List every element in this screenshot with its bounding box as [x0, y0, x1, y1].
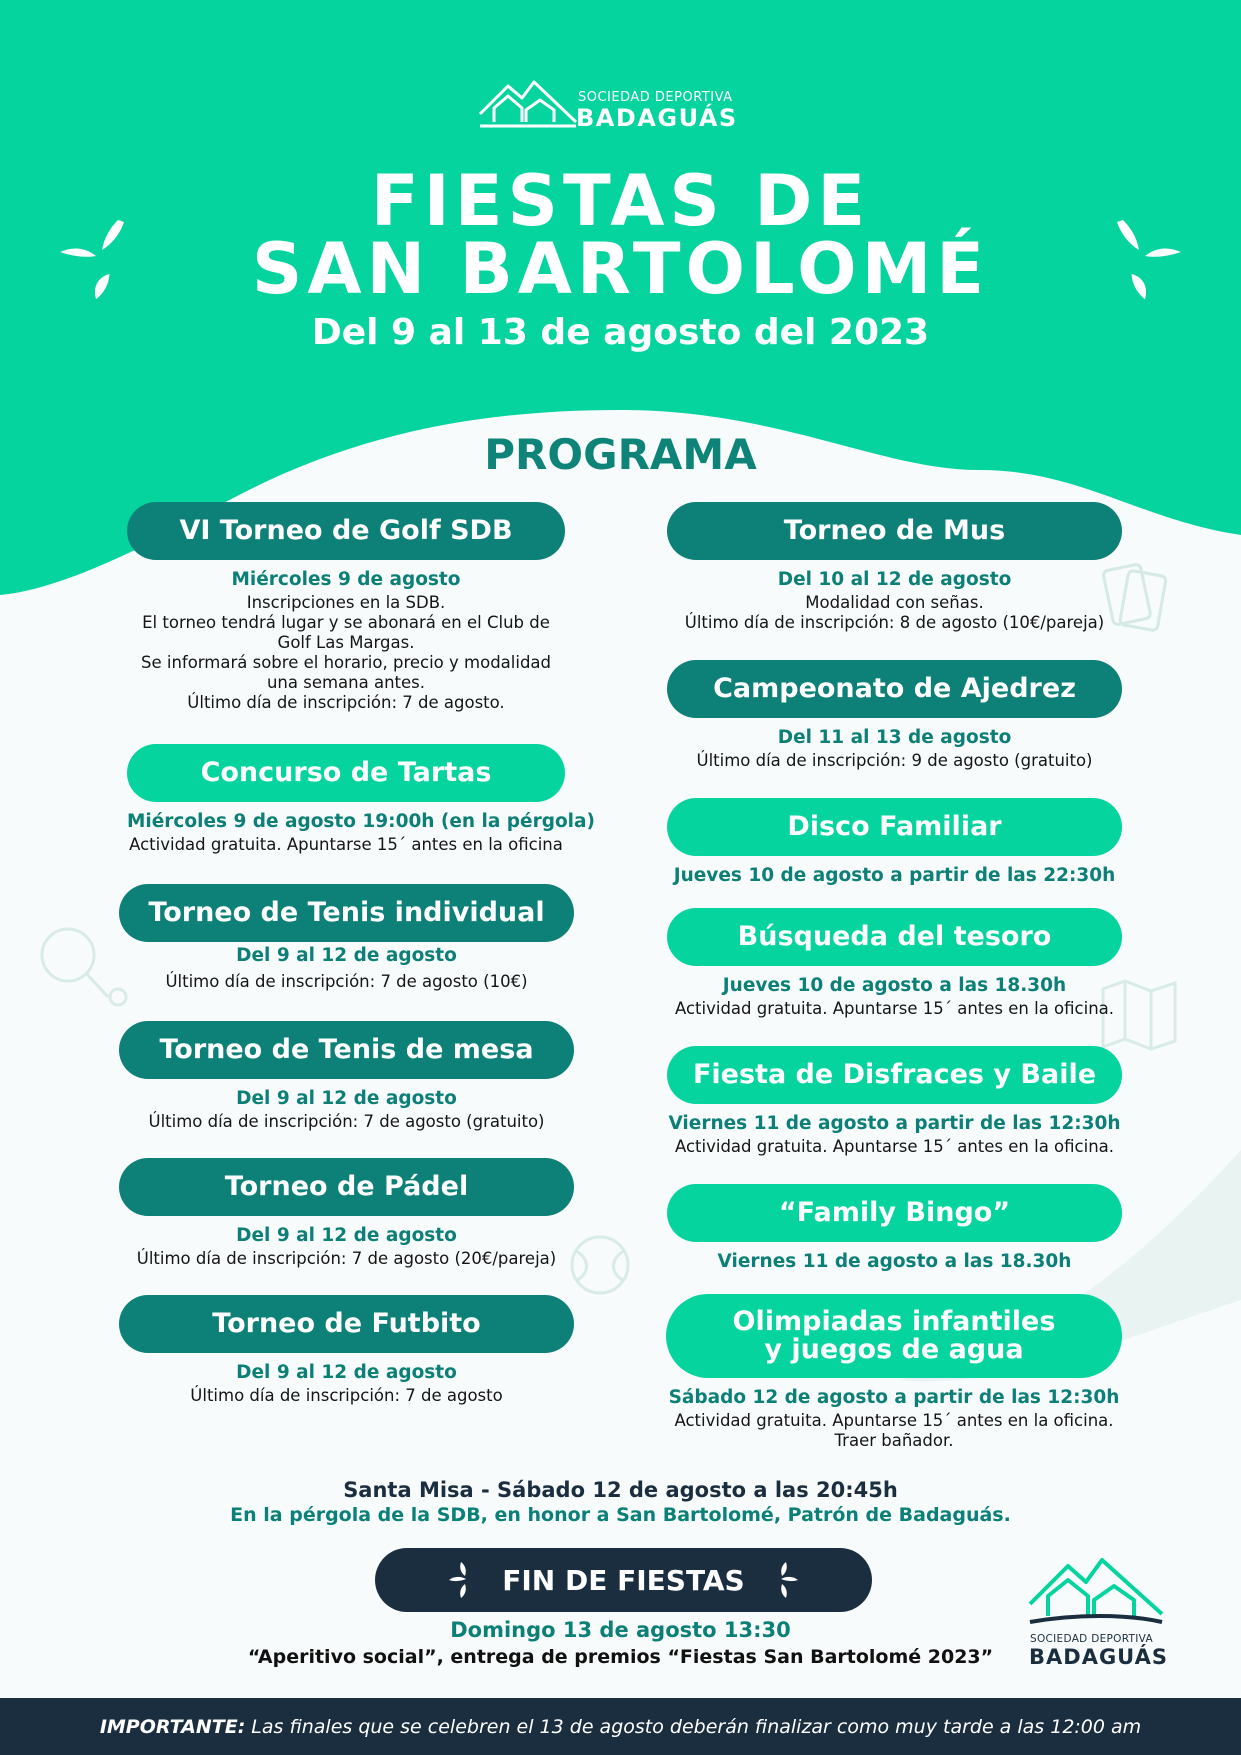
event-title: “Family Bingo”	[778, 1196, 1011, 1228]
event-tartas	[127, 744, 595, 855]
event-ajedrez	[667, 660, 1122, 771]
event-description	[667, 751, 1122, 771]
event-tesoro	[667, 908, 1122, 1019]
event-title-pill	[119, 1021, 574, 1079]
event-tenis-individual	[119, 884, 574, 992]
event-desc-line: Actividad gratuita. Apuntarse 15´ antes en la oficina.	[674, 999, 1115, 1018]
event-title: Concurso de Tartas	[200, 756, 492, 788]
event-date: Del 11 al 13 de agosto	[777, 727, 1012, 748]
event-date: Miércoles 9 de agosto 19:00h (en la pérgola)	[127, 811, 595, 832]
event-title-pill	[666, 1294, 1122, 1378]
logo-big-text: BADAGUÁS	[1029, 1645, 1168, 1669]
spark-right-icon	[760, 1560, 800, 1600]
event-description	[127, 835, 565, 855]
event-title: Búsqueda del tesoro	[737, 920, 1052, 952]
event-description	[667, 999, 1122, 1019]
event-desc-line: Modalidad con señas.	[805, 593, 984, 612]
event-description	[119, 1112, 574, 1132]
event-title: Torneo de Futbito	[212, 1307, 481, 1339]
event-title-pill	[119, 884, 574, 942]
logo-small-text: SOCIEDAD DEPORTIVA	[578, 90, 733, 105]
event-title: Olimpiadas infantiles y juegos de agua	[732, 1305, 1056, 1365]
event-desc-line: Actividad gratuita. Apuntarse 15´ antes en la oficina.	[674, 1411, 1114, 1430]
event-desc-line: Actividad gratuita. Apuntarse 15´ antes en la oficina	[129, 835, 563, 854]
event-date: Del 9 al 12 de agosto	[236, 1225, 457, 1246]
event-date: Del 9 al 12 de agosto	[236, 1362, 457, 1383]
event-title-pill	[667, 1184, 1122, 1242]
mountain-house-logo-icon	[478, 76, 578, 131]
event-desc-line: Traer bañador.	[834, 1431, 954, 1450]
event-title-pill	[667, 798, 1122, 856]
event-date: Sábado 12 de agosto a partir de las 12:30h	[668, 1387, 1120, 1408]
flourish-left-icon	[50, 210, 170, 310]
event-desc-line: Inscripciones en la SDB.	[246, 593, 446, 612]
event-desc-line: Último día de inscripción: 7 de agosto	[190, 1386, 503, 1405]
event-title-pill	[667, 660, 1122, 718]
mountain-house-logo-icon	[1026, 1552, 1166, 1632]
event-date: Viernes 11 de agosto a las 18.30h	[717, 1251, 1072, 1272]
event-title: Torneo de Tenis individual	[148, 896, 545, 928]
event-tenis-mesa	[119, 1021, 574, 1132]
event-golf	[127, 502, 565, 713]
flourish-right-icon	[1071, 210, 1191, 310]
event-desc-line: Actividad gratuita. Apuntarse 15´ antes en la oficina.	[674, 1137, 1115, 1156]
event-bingo	[667, 1184, 1122, 1272]
logo-small-text: SOCIEDAD DEPORTIVA	[1030, 1633, 1153, 1645]
event-desc-line: una semana antes.	[266, 673, 426, 692]
event-date: Viernes 11 de agosto a partir de las 12:30h	[668, 1113, 1121, 1134]
event-desc-line: El torneo tendrá lugar y se abonará en el Club de	[142, 613, 550, 632]
event-title: Disco Familiar	[787, 810, 1002, 842]
event-futbito	[119, 1295, 574, 1406]
event-desc-line: Último día de inscripción: 7 de agosto (10€)	[165, 972, 528, 991]
event-title-pill	[667, 502, 1122, 560]
event-date: Del 9 al 12 de agosto	[236, 1088, 457, 1109]
event-title: Torneo de Pádel	[224, 1170, 469, 1202]
programa-heading: PROGRAMA	[484, 430, 757, 479]
event-description	[127, 593, 565, 713]
event-title: VI Torneo de Golf SDB	[179, 514, 513, 546]
footer-text: Las finales que se celebren el 13 de agosto deberán finalizar como muy tarde a las 12:00 am	[251, 1715, 1142, 1738]
title-line-1: FIESTAS DE	[370, 160, 871, 242]
event-title: Torneo de Mus	[783, 514, 1006, 546]
event-desc-line: Último día de inscripción: 7 de agosto (gratuito)	[148, 1112, 545, 1131]
footer-strong: IMPORTANTE:	[99, 1715, 246, 1738]
fin-de-fiestas-label: FIN DE FIESTAS	[502, 1563, 745, 1597]
event-desc-line: Último día de inscripción: 8 de agosto (10€/pareja)	[684, 613, 1105, 632]
subtitle-dates: Del 9 al 13 de agosto del 2023	[311, 312, 930, 353]
footer-logo	[1026, 1552, 1186, 1672]
event-desc-line: Último día de inscripción: 7 de agosto (20€/pareja)	[136, 1249, 557, 1268]
event-disfraces	[667, 1046, 1122, 1157]
event-desc-line: Golf Las Margas.	[277, 633, 415, 652]
event-description	[667, 593, 1122, 633]
event-title-pill	[119, 1158, 574, 1216]
event-description	[119, 972, 574, 992]
logo-big-text: BADAGUÁS	[576, 104, 738, 132]
event-date: Del 9 al 12 de agosto	[236, 945, 457, 966]
misa-subtitle: En la pérgola de la SDB, en honor a San Bartolomé, Patrón de Badaguás.	[230, 1504, 1011, 1526]
event-title-pill	[127, 502, 565, 560]
event-title: Campeonato de Ajedrez	[713, 672, 1076, 704]
event-title-pill	[667, 1046, 1122, 1104]
event-disco	[667, 798, 1122, 886]
event-description	[119, 1386, 574, 1406]
event-desc-line: Último día de inscripción: 9 de agosto (gratuito)	[696, 751, 1093, 770]
title-line-2: SAN BARTOLOMÉ	[251, 228, 990, 310]
event-title-pill	[667, 908, 1122, 966]
event-mus	[667, 502, 1122, 633]
event-desc-line: Se informará sobre el horario, precio y modalidad	[140, 653, 552, 672]
header-logo	[478, 76, 768, 136]
footer-notice	[0, 1698, 1241, 1755]
event-title-pill	[127, 744, 565, 802]
misa-section	[0, 1478, 1241, 1526]
event-padel	[119, 1158, 574, 1269]
event-description	[667, 1137, 1122, 1157]
event-date: Jueves 10 de agosto a partir de las 22:30h	[673, 865, 1116, 886]
event-date: Miércoles 9 de agosto	[231, 569, 461, 590]
misa-title: Santa Misa - Sábado 12 de agosto a las 20:45h	[343, 1478, 898, 1502]
event-description	[666, 1411, 1122, 1451]
event-desc-line: Último día de inscripción: 7 de agosto.	[187, 693, 505, 712]
fin-de-fiestas-date: Domingo 13 de agosto 13:30	[450, 1618, 791, 1642]
event-olimpiadas	[666, 1294, 1122, 1451]
event-title: Torneo de Tenis de mesa	[159, 1033, 534, 1065]
event-date: Jueves 10 de agosto a las 18.30h	[722, 975, 1067, 996]
spark-left-icon	[447, 1560, 487, 1600]
fin-de-fiestas-description: “Aperitivo social”, entrega de premios “Fiestas San Bartolomé 2023”	[247, 1646, 994, 1668]
event-description	[119, 1249, 574, 1269]
event-date: Del 10 al 12 de agosto	[777, 569, 1012, 590]
event-title: Fiesta de Disfraces y Baile	[692, 1058, 1097, 1090]
event-title-pill	[119, 1295, 574, 1353]
